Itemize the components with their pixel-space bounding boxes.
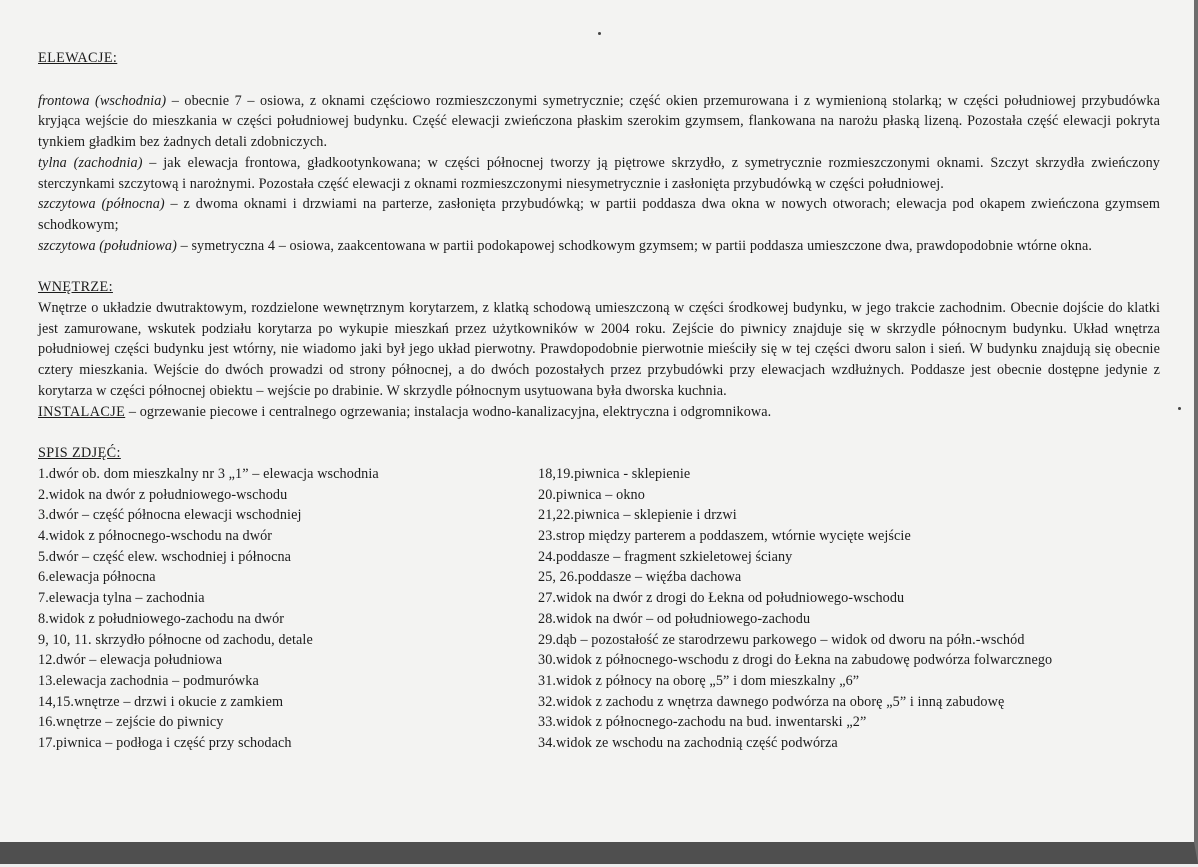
paragraph-wnetrze: Wnętrze o układzie dwutraktowym, rozdzielone wewnętrznym korytarzem, z klatką schodową umieszczoną w części środkowej budynku, w jego trakcie zachodnim. Obecnie dojście do klatki jest zamurowane, wskutek podziału korytarza po wykupie mieszkań przez użytkowników w 2004 roku. Zejście do piwnicy znajduje się w skrzydle północnym budynku. Układ wnętrza południowej części budynku jest wtórny, nie wiadomo jaki był jego układ pierwotny. Prawdopodobnie pierwotnie mieściły się w tej części dworu salon i sień. W budynku znajdują się obecnie cztery mieszkania. Wejście do dwóch prowadzi od strony północnej, a do dwóch pozostałych przez przybudówki przy elewacjach wzdłużnych. Poddasze jest obecnie dostępne jedynie z korytarza w części północnej obiektu – wejście po drabinie. W skrzydle północnym usytuowana była dworska kuchnia. bbox=[38, 300, 1160, 399]
list-item: 16.wnętrze – zejście do piwnicy bbox=[38, 714, 224, 731]
list-item: 4.widok z północnego-wschodu na dwór bbox=[38, 528, 273, 545]
list-item: 29.dąb – pozostałość ze starodrzewu parkowego – widok od dworu na półn.-wschód bbox=[538, 631, 1025, 648]
text-frontowa: – obecnie 7 – osiowa, z oknami częściowo rozmieszczonymi symetrycznie; część okien przemurowana i z wymienioną stolarką; w części południowej przybudówka kryjąca wejście do mieszkania w części południowej budynku. Część elewacji zwieńczona płaskim szerokim gzymsem, flankowana na narożu płaską lizeną. Pozostała część elewacji pokryta tynkiem gładkim bez żadnych detali zdobniczych. bbox=[38, 92, 1160, 151]
list-item: 14,15.wnętrze – drzwi i okucie z zamkiem bbox=[38, 693, 284, 710]
list-item: 5.dwór – część elew. wschodniej i północna bbox=[38, 548, 292, 565]
list-item: 23.strop między parterem a poddaszem, wtórnie wycięte wejście bbox=[538, 528, 911, 545]
list-item: 21,22.piwnica – sklepienie i drzwi bbox=[538, 507, 737, 524]
list-item: 31.widok z północy na oborę „5” i dom mieszkalny „6” bbox=[538, 672, 860, 689]
label-tylna: tylna (zachodnia) bbox=[38, 154, 143, 171]
list-item: 25, 26.poddasze – więźba dachowa bbox=[538, 569, 742, 586]
heading-elewacje: ELEWACJE: bbox=[38, 50, 118, 66]
heading-spis-zdjec: SPIS ZDJĘĆ: bbox=[38, 445, 121, 462]
text-szczytowa-polnocna: – z dwoma oknami i drzwiami na parterze, zasłonięta przybudówką; w partii poddasza dwa okna w nowych otworach; elewacja pod okapem zwieńczona gzymsem schodkowym; bbox=[38, 196, 1160, 233]
list-item: 20.piwnica – okno bbox=[538, 486, 645, 503]
scan-speck bbox=[1178, 407, 1181, 410]
list-item: 33.widok z północnego-zachodu na bud. inwentarski „2” bbox=[538, 714, 867, 731]
list-item: 17.piwnica – podłoga i część przy schodach bbox=[38, 735, 292, 752]
scan-speck bbox=[598, 32, 601, 35]
list-item: 2.widok na dwór z południowego-wschodu bbox=[38, 486, 288, 503]
list-item: 1.dwór ob. dom mieszkalny nr 3 „1” – elewacja wschodnia bbox=[38, 465, 379, 482]
list-item: 28.widok na dwór – od południowego-zachodu bbox=[538, 610, 811, 627]
text-szczytowa-poludniowa: – symetryczna 4 – osiowa, zaakcentowana w partii podokapowej schodkowym gzymsem; w partii poddasza umieszczone dwa, prawdopodobnie wtórne okna. bbox=[176, 237, 1092, 254]
label-szczytowa-poludniowa: szczytowa (południowa) bbox=[38, 237, 177, 254]
list-item: 7.elewacja tylna – zachodnia bbox=[38, 590, 205, 607]
text-instalacje: – ogrzewanie piecowe i centralnego ogrzewania; instalacja wodno-kanalizacyjna, elektryczna i odgromnikowa. bbox=[125, 403, 772, 420]
photo-list bbox=[38, 464, 1160, 754]
list-item: 27.widok na dwór z drogi do Łekna od południowego-wschodu bbox=[538, 590, 905, 607]
paragraph-elewacja-tylna bbox=[38, 153, 1160, 194]
document-content bbox=[38, 48, 1160, 754]
paragraph-elewacja-szczytowa-poludniowa bbox=[38, 236, 1160, 257]
list-item: 30.widok z północnego-wschodu z drogi do Łekna na zabudowę podwórza folwarcznego bbox=[538, 652, 1053, 669]
list-item: 9, 10, 11. skrzydło północne od zachodu, detale bbox=[38, 631, 313, 648]
label-instalacje: INSTALACJE bbox=[38, 403, 126, 420]
list-item: 24.poddasze – fragment szkieletowej ściany bbox=[538, 548, 793, 565]
list-item: 12.dwór – elewacja południowa bbox=[38, 652, 223, 669]
paragraph-elewacja-szczytowa-polnocna bbox=[38, 194, 1160, 235]
list-item: 32.widok z zachodu z wnętrza dawnego podwórza na oborę „5” i inną zabudowę bbox=[538, 693, 1005, 710]
list-item: 18,19.piwnica - sklepienie bbox=[538, 465, 691, 482]
paragraph-elewacja-frontowa bbox=[38, 91, 1160, 153]
list-item: 34.widok ze wschodu na zachodnią część podwórza bbox=[538, 735, 838, 752]
label-frontowa: frontowa (wschodnia) bbox=[38, 92, 167, 109]
photo-list-right-column bbox=[538, 464, 1160, 754]
list-item: 13.elewacja zachodnia – podmurówka bbox=[38, 672, 259, 689]
list-item: 6.elewacja północna bbox=[38, 569, 156, 586]
photo-list-left-column bbox=[38, 464, 538, 754]
list-item: 3.dwór – część północna elewacji wschodniej bbox=[38, 507, 302, 524]
label-szczytowa-polnocna: szczytowa (północna) bbox=[38, 196, 165, 213]
list-item: 8.widok z południowego-zachodu na dwór bbox=[38, 610, 285, 627]
text-tylna: – jak elewacja frontowa, gładkootynkowana; w części północnej tworzy ją piętrowe skrzydło, z symetrycznie rozmieszczonymi oknami. Szczyt skrzydła zwieńczony sterczynkami szczytową i narożnymi. Pozostała część elewacji z oknami rozmieszczonymi niesymetrycznie i zasłonięta przybudówką w części południowej. bbox=[38, 154, 1160, 192]
paragraph-instalacje bbox=[38, 402, 1160, 423]
heading-wnetrze: WNĘTRZE: bbox=[38, 279, 113, 296]
